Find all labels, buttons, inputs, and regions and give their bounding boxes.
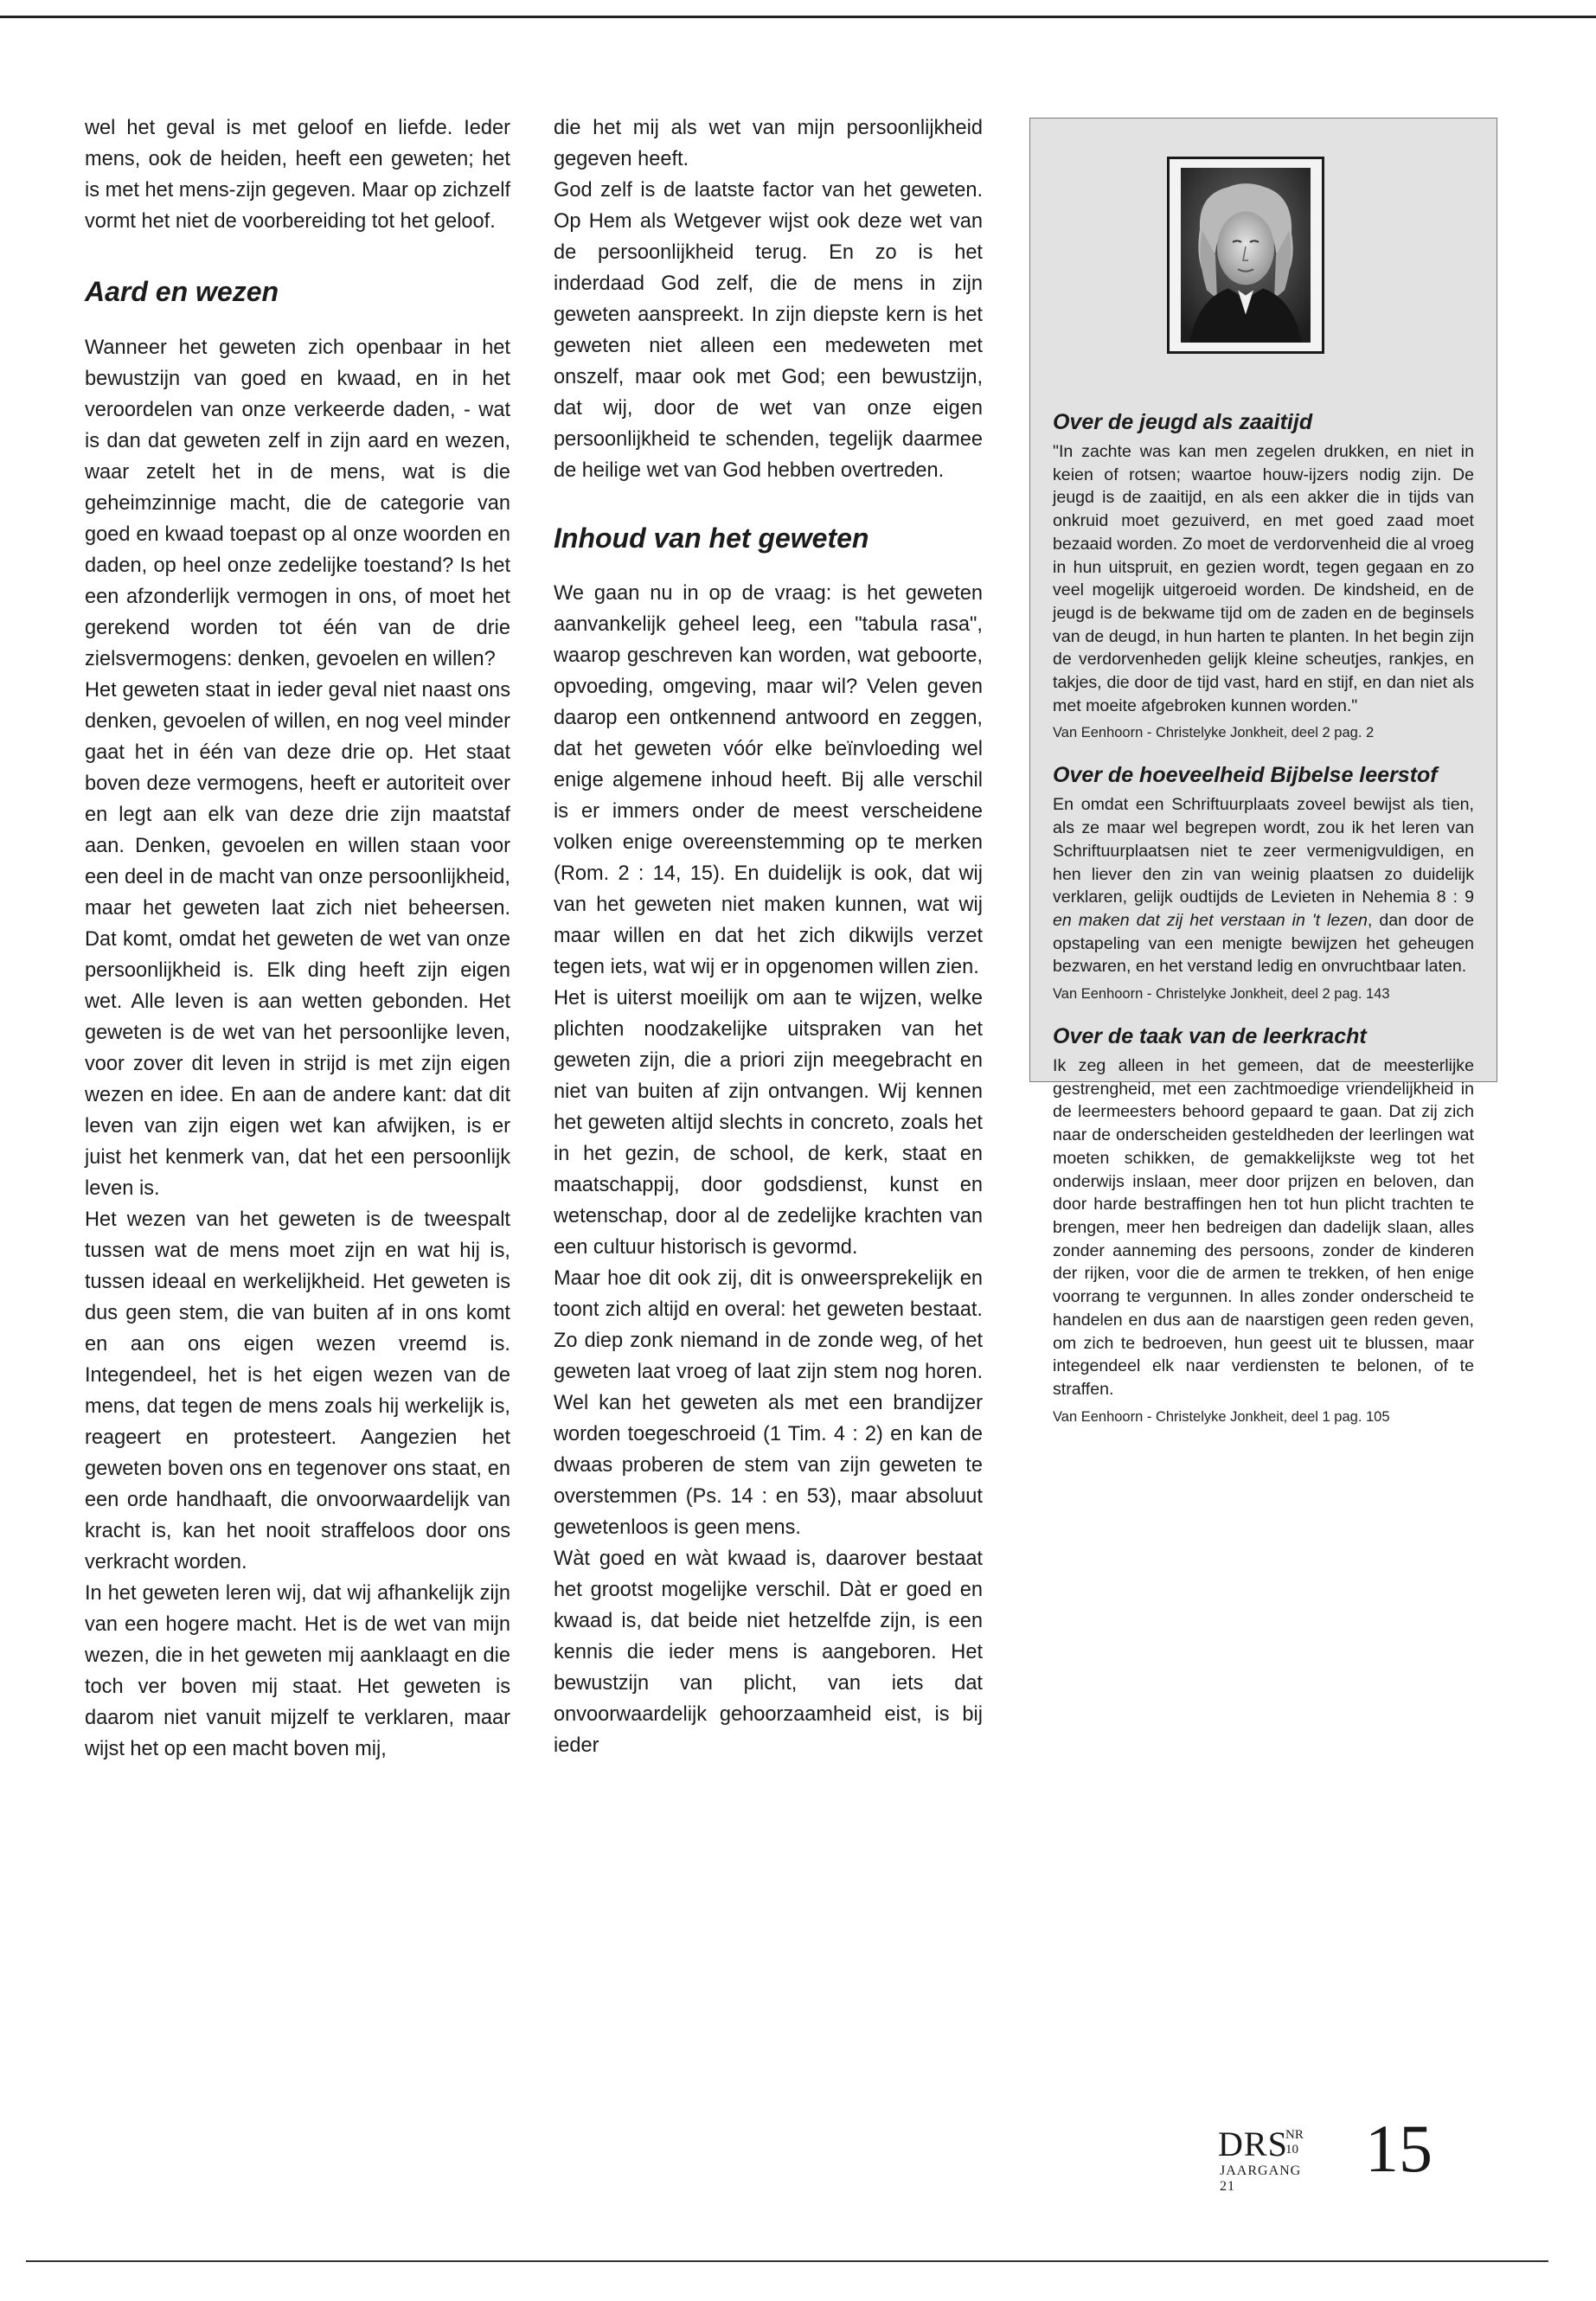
quote-text-italic: en maken dat zij het verstaan in 't lezen: [1053, 910, 1368, 930]
article-column-middle: [554, 112, 983, 1761]
paragraph: wel het geval is met geloof en liefde. Ieder mens, ook de heiden, heeft een geweten; het is met het mens-zijn gegeven. Maar op zichzelf vormt het niet de voorbereiding tot het geloof.: [85, 117, 510, 233]
sidebar-quote: [1053, 793, 1474, 978]
sidebar-source: Van Eenhoorn - Christelyke Jonkheit, deel 2 pag. 143: [1053, 986, 1390, 1003]
portrait-image: [1167, 157, 1324, 354]
volume-year: JAARGANG 21: [1220, 2163, 1302, 2194]
quote-text-a: En omdat een Schriftuurplaats zoveel bewijst als tien, als ze maar wel begrepen wordt, zou ik het leren van Schriftuurplaatsen niet te zeer vermenigvuldigen, en hen liever den zin van weinig plaatsen zo duidelijk verklaren, gelijk oudtijds de Levieten in Nehemia 8 : 9: [1053, 795, 1474, 907]
sidebar-block-leerstof: [1053, 762, 1474, 1003]
sidebar-heading: Over de taak van de leerkracht: [1053, 1024, 1367, 1049]
paragraph: Het geweten staat in ieder geval niet naast ons denken, gevoelen of willen, en nog veel minder gaat het in één van deze drie op. Het staat boven deze vermogens, heeft er autoriteit over en legt aan elk van deze drie zijn maatstaf aan. Denken, gevoelen en willen staan voor een deel in de macht van onze persoonlijkheid, maar het geweten laat zich niet beheersen. Dat komt, omdat het geweten de wet van onze persoonlijkheid is. Elk ding heeft zijn eigen wet. Alle leven is aan wetten gebonden. Het geweten is de wet van het persoonlijke leven, voor zover dit leven in strijd is met zijn eigen wezen en idee. En aan de andere kant: dat dit leven van zijn eigen wet kan afwijken, is er juist het kenmerk van, dat het een persoonlijk leven is.: [85, 679, 510, 1200]
paragraph: Het is uiterst moeilijk om aan te wijzen, welke plichten noodzakelijke uitspraken van het geweten zijn, die a priori zijn meegebracht en niet van buiten af zijn ontvangen. Wij kennen het geweten altijd slechts in concreto, zoals het in het gezin, de school, de kerk, staat en maatschappij, door godsdienst, kunst en wetenschap, door al de zedelijke krachten van een cultuur historisch is gevormd.: [554, 987, 983, 1259]
sidebar-heading: Over de jeugd als zaaitijd: [1053, 410, 1313, 434]
sidebar-block-jeugd: [1053, 409, 1474, 741]
section-heading-inhoud: Inhoud van het geweten: [554, 522, 869, 554]
paragraph: Wàt goed en wàt kwaad is, daarover bestaat het grootst mogelijke verschil. Dàt er goed en kwaad is, dat beide niet hetzelfde zijn, is een kennis die ieder mens is aangeboren. Het bewustzijn van plicht, van iets dat onvoorwaardelijk gehoorzaamheid eist, is bij ieder: [554, 1548, 983, 1757]
portrait-icon: [1181, 168, 1311, 343]
paragraph: God zelf is de laatste factor van het geweten. Op Hem als Wetgever wijst ook deze wet van de persoonlijkheid terug. En zo is het inderdaad God zelf, die de mens in zijn geweten aanspreekt. In zijn diepste kern is het geweten niet alleen een medeweten met onszelf, maar ook met God; een bewustzijn, dat wij, door de wet van onze eigen persoonlijkheid te schenden, tegelijk daarmee de heilige wet van God hebben overtreden.: [554, 179, 983, 482]
issue-number: NR 10: [1285, 2128, 1304, 2157]
sidebar-block-leerkracht: [1053, 1023, 1474, 1426]
paragraph: Het wezen van het geweten is de tweespalt tussen wat de mens moet zijn en wat hij is, tussen ideaal en werkelijkheid. Het geweten is dus geen stem, die van buiten af in ons komt en aan ons eigen wezen vreemd is. Integendeel, het is het eigen wezen van de mens, dat tegen de mens zoals hij werkelijk is, reageert en protesteert. Aangezien het geweten boven ons en tegenover ons staat, en een orde handhaaft, die onvoorwaardelijk van kracht is, kan het nooit straffeloos door ons verkracht worden.: [85, 1208, 510, 1574]
top-rule: [0, 16, 1596, 18]
paragraph: In het geweten leren wij, dat wij afhankelijk zijn van een hogere macht. Het is de wet van mijn wezen, die in het geweten mij aanklaagt en die toch ver boven mij staat. Het geweten is daarom niet vanuit mijzelf te verklaren, maar wijst het op een macht boven mij,: [85, 1582, 510, 1760]
paragraph: die het mij als wet van mijn persoonlijkheid gegeven heeft.: [554, 117, 983, 170]
paragraph: Wanneer het geweten zich openbaar in het bewustzijn van goed en kwaad, en in het veroordelen van onze verkeerde daden, - wat is dan dat geweten zelf in zijn aard en wezen, waar zetelt het in de mens, wat is die geheimzinnige macht, die de categorie van goed en kwaad toepast op al onze woorden en daden, op heel onze zedelijke toestand? Is het een afzonderlijk vermogen in ons, of moet het gerekend worden tot één van de drie zielsvermogens: denken, gevoelen en willen?: [85, 336, 510, 670]
page-number: 15: [1365, 2111, 1433, 2186]
paragraph: Maar hoe dit ook zij, dit is onweersprekelijk en toont zich altijd en overal: het geweten bestaat. Zo diep zonk niemand in de zonde weg, of het geweten laat vroeg of laat zijn stem nog horen. Wel kan het geweten als met een brandijzer worden toegeschroeid (1 Tim. 4 : 2) en kan de dwaas proberen de stem van zijn geweten te overstemmen (Ps. 14 : en 53), maar absoluut gewetenloos is geen mens.: [554, 1267, 983, 1539]
bottom-rule: [26, 2260, 1548, 2262]
paragraph: We gaan nu in op de vraag: is het geweten aanvankelijk geheel leeg, een "tabula rasa", waarop geschreven kan worden, wat geboorte, opvoeding, omgeving, maar wil? Velen geven daarop een ontkennend antwoord en zeggen, dat het geweten vóór elke beïnvloeding wel enige algemene inhoud heeft. Bij alle verschil is er immers onder de meest verscheidene volken enige overeenstemming op te merken (Rom. 2 : 14, 15). En duidelijk is ook, dat wij van het geweten niet maken kunnen, wat wij maar willen en dat het zich dikwijls verzet tegen iets, wat wij er in opgenomen willen zien.: [554, 582, 983, 978]
sidebar-source: Van Eenhoorn - Christelyke Jonkheit, deel 1 pag. 105: [1053, 1408, 1390, 1425]
quote-text-b: , dan door de opstapeling van een menigte bewijzen het geheugen bezwaren, en het verstand ledig en onvruchtbaar laten.: [1053, 910, 1474, 977]
magazine-name: DRS: [1218, 2125, 1288, 2163]
sidebar-source: Van Eenhoorn - Christelyke Jonkheit, deel 2 pag. 2: [1053, 725, 1375, 741]
article-column-left: [85, 112, 510, 1765]
quote-sidebar: [1029, 118, 1497, 1425]
sidebar-quote: "In zachte was kan men zegelen drukken, en niet in keien of rotsen; waartoe houw-ijzers nodig zijn. De jeugd is de zaaitijd, en als een akker die in tijds van onkruid moet gezuiverd, en met goed zaad moet bezaaid worden. Zo moet de verdorvenheid die al vroeg in hun uitspruit, en gezien wordt, tegen gegaan en zo veel mogelijk uitgeroeid worden. De kindsheid, en de jeugd is de bekwame tijd om de zaden en de beginsels van de deugd, in hun harten te planten. In het begin zijn de verdorvenheden gelijk kleine scheutjes, rankjes, en takjes, die door de tijd vast, hard en stijf, en dan niet als met moeite afgebroken kunnen worden.": [1053, 442, 1474, 715]
sidebar-content: [1053, 409, 1474, 1446]
sidebar-heading: Over de hoeveelheid Bijbelse leerstof: [1053, 763, 1438, 788]
section-heading-aard-en-wezen: Aard en wezen: [85, 276, 279, 307]
sidebar-quote: Ik zeg alleen in het gemeen, dat de meesterlijke gestrengheid, met een zachtmoedige vriendelijkheid in de leermeesters behoord gepaard te gaan. Dat zij zich naar de onderscheiden gesteldheden der leerlingen wat moeten schikken, de gemakkelijkste weg tot het onderwijs inslaan, meer door prijzen en beloven, dan door harde bestraffingen hen tot hun plicht trachten te brengen, meer hen bedreigen dan dadelijk slaan, alles zonder aanneming des persoons, zonder de kinderen der rijken, voor die de armen te trekken, of hen enige voorrang te vergunnen. In alles zonder onderscheid te handelen en dus aan de naarstigen geen reden geven, om zich te bedroeven, hun geest uit te blussen, maar integendeel elk naar verdiensten te belonen, of te straffen.: [1053, 1056, 1474, 1399]
